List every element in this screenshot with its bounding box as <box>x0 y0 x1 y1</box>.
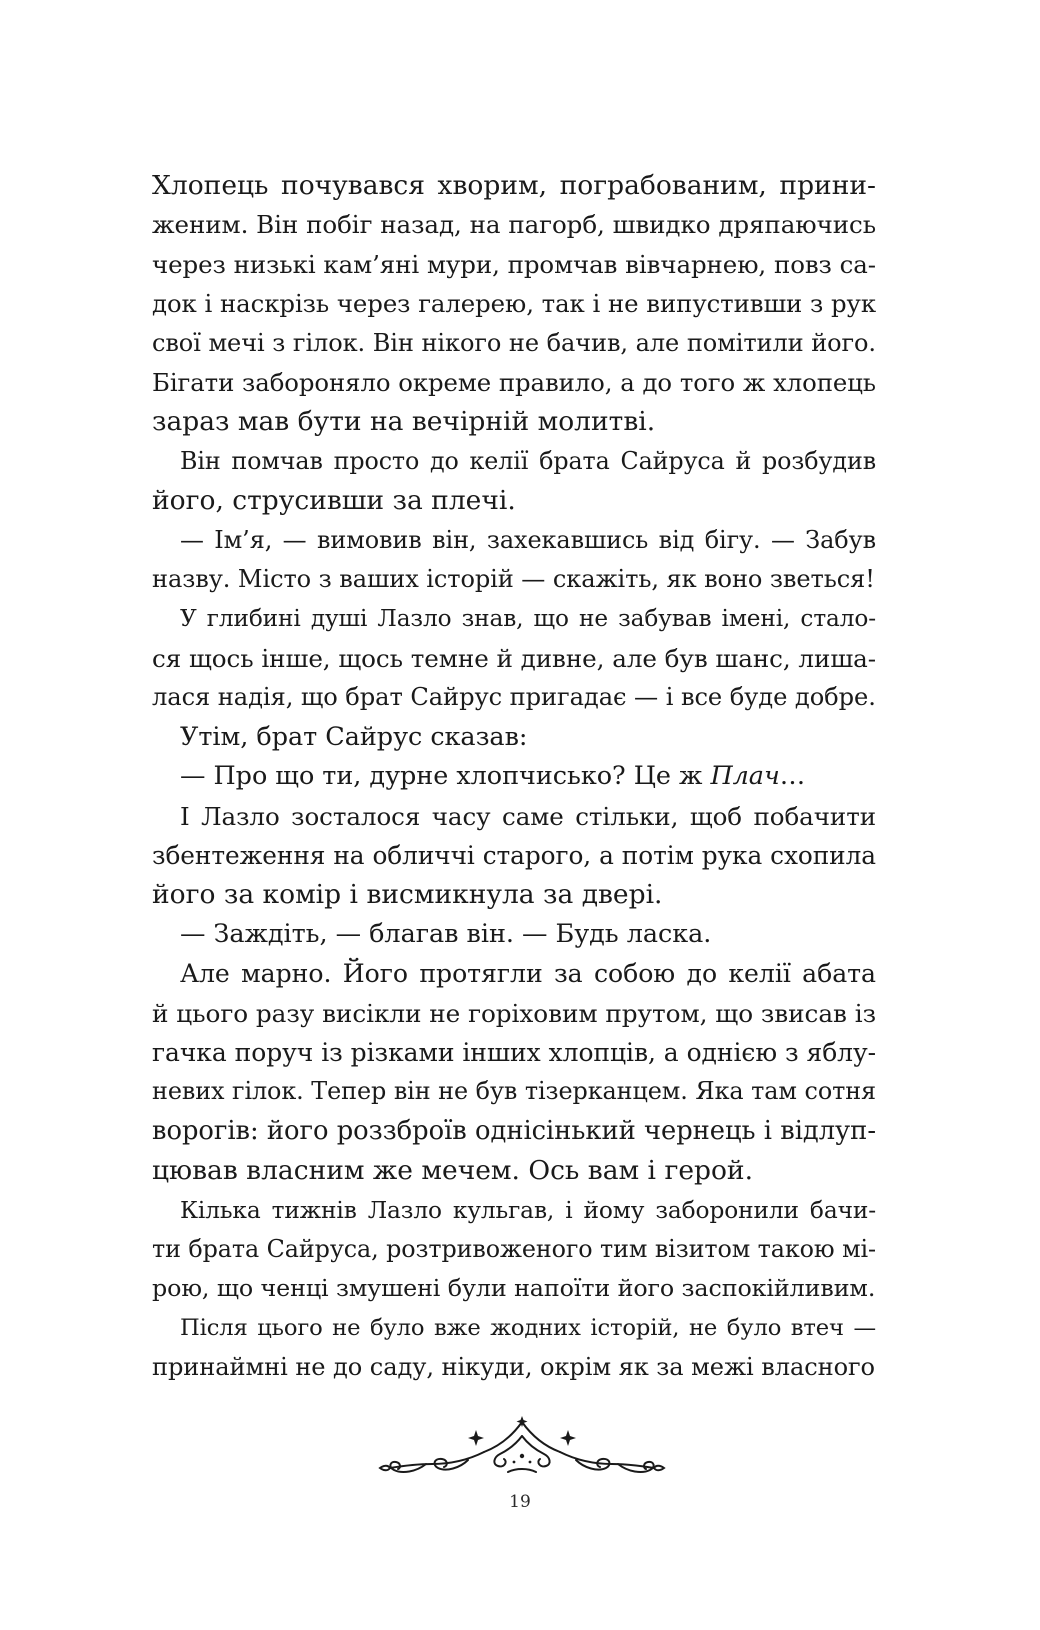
text-line: Але марно. Його протягли за собою до келії абата <box>180 959 876 989</box>
paragraph <box>152 915 876 954</box>
paragraph <box>152 442 876 521</box>
text-line: зараз мав бути на вечірній молитві. <box>152 406 656 438</box>
text-line: Хлопець почувався хворим, пограбованим, прини- <box>152 170 876 201</box>
body-text <box>152 166 876 1388</box>
dialogue-text: — Про що ти, дурне хлопчисько? Це ж <box>180 761 711 792</box>
text-line: — Ім’я, — вимовив він, захекавшись від бігу. — Забув <box>180 525 876 554</box>
text-line: збентеження на обличчі старого, а потім рука схопила <box>152 840 876 870</box>
paragraph <box>152 954 876 1190</box>
text-line: його, струсивши за плечі. <box>152 485 516 517</box>
text-line: ворогів: його роззброїв однісінький чернець і відлуп- <box>152 1115 876 1146</box>
page-number: 19 <box>509 1492 531 1512</box>
text-line: через низькі кам’яні мури, промчав вівчарнею, повз са- <box>152 249 876 279</box>
text-line: женим. Він побіг назад, на пагорб, швидко дряпаючись <box>152 210 876 240</box>
paragraph <box>152 797 876 915</box>
paragraph <box>152 1191 876 1309</box>
text-line: свої мечі з гілок. Він нікого не бачив, але помітили його. <box>152 328 876 357</box>
paragraph <box>152 1309 876 1388</box>
paragraph <box>152 757 876 796</box>
text-line: рою, що ченці змушені були напоїти його заспокійливим. <box>152 1274 876 1303</box>
text-line: Кілька тижнів Лазло кульгав, і йому заборонили бачи- <box>180 1196 876 1224</box>
paragraph <box>152 599 876 717</box>
text-line: док і наскрізь через галерею, так і не випустивши з рук <box>152 289 876 319</box>
text-line: лася надія, що брат Сайрус пригадає — і все буде добре. <box>152 683 876 712</box>
paragraph <box>152 166 876 442</box>
text-line: гачка поруч із різками інших хлопців, а однією з яблу- <box>152 1037 876 1067</box>
text-line: цював власним же мечем. Ось вам і герой. <box>152 1155 754 1187</box>
text-line: Утім, брат Сайрус сказав: <box>180 721 528 752</box>
text-line: Після цього не було вже жодних історій, не було втеч — <box>180 1314 876 1341</box>
text-line <box>152 757 876 796</box>
text-line: принаймні не до саду, нікуди, окрім як за межі власного <box>152 1353 875 1382</box>
text-line: невих гілок. Тепер він не був тізерканцем. Яка там сотня <box>152 1077 876 1106</box>
italic-city-name: Плач <box>710 761 780 792</box>
text-line: його за комір і висмикнула за двері. <box>152 879 663 911</box>
text-line: — Заждіть, — благав він. — Будь ласка. <box>180 918 712 949</box>
text-line: ся щось інше, щось темне й дивне, але був шанс, лиша- <box>152 643 876 673</box>
text-line: назву. Місто з ваших історій — скажіть, як воно зветься! <box>152 565 875 594</box>
ellipsis: … <box>779 761 806 792</box>
text-line: й цього разу висікли не горіховим прутом, що звисав із <box>152 998 876 1028</box>
paragraph <box>152 521 876 600</box>
decorative-flourish-icon <box>372 1416 672 1480</box>
text-line: ти брата Сайруса, розтривоженого тим візитом такою мі- <box>152 1234 876 1263</box>
text-line: Він помчав просто до келії брата Сайруса й розбудив <box>180 446 876 475</box>
text-line: У глибині душі Лазло знав, що не забував імені, стало- <box>180 605 876 633</box>
text-line: Бігати забороняло окреме правило, а до того ж хлопець <box>152 368 876 398</box>
paragraph <box>152 718 876 757</box>
text-line: І Лазло зосталося часу саме стільки, щоб побачити <box>180 801 876 831</box>
